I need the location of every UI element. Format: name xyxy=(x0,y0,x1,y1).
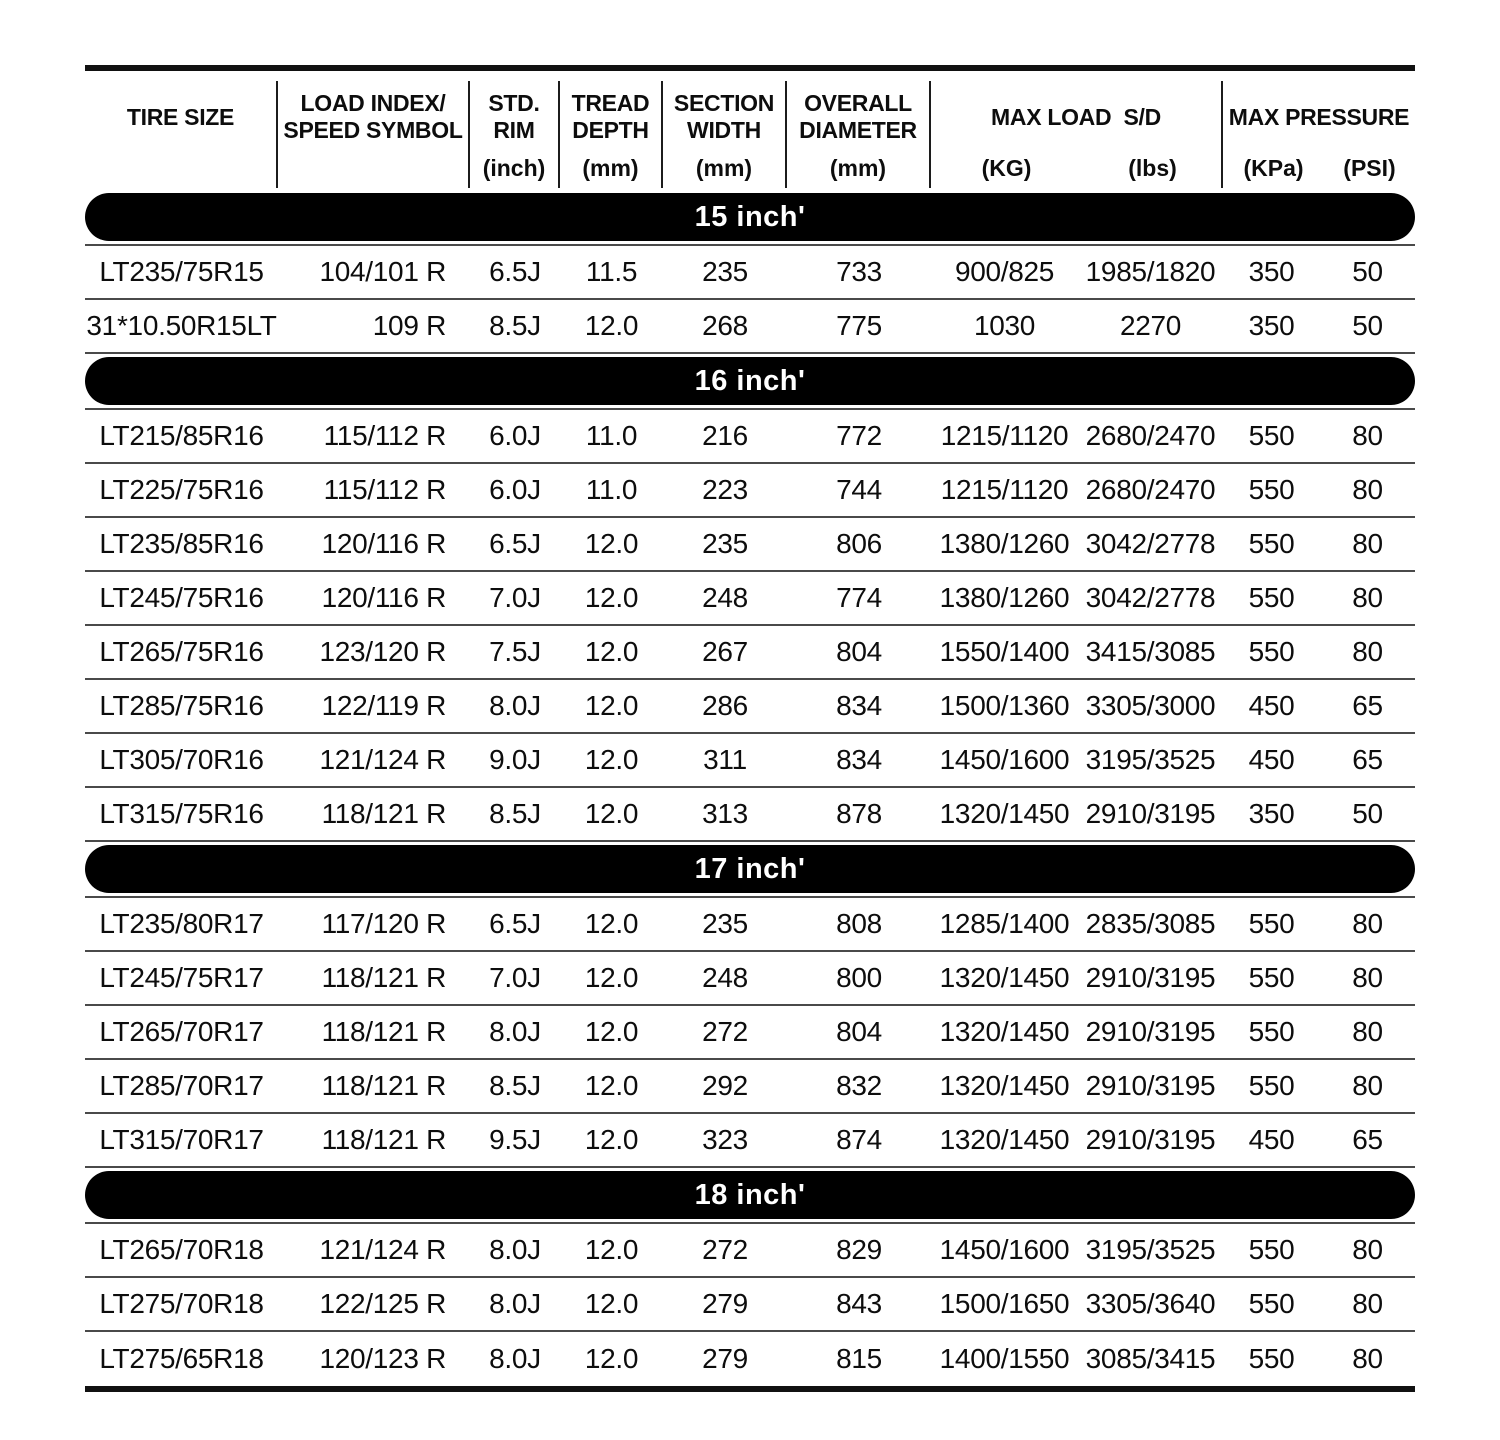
cell-pressure-kpa: 550 xyxy=(1248,528,1295,559)
cell-section-width: 279 xyxy=(702,1343,748,1374)
cell-pressure-kpa: 550 xyxy=(1248,1234,1295,1265)
cell-max-load-lbs: 2680/2470 xyxy=(1085,420,1216,451)
cell-max-load-lbs: 2910/3195 xyxy=(1085,798,1216,829)
table-section xyxy=(85,845,1415,1168)
table-row xyxy=(85,300,1415,354)
cell-pressure-psi: 80 xyxy=(1352,582,1383,613)
col-title-line2: RIM xyxy=(493,117,535,143)
section-banner: 18 inch' xyxy=(85,1171,1415,1219)
cell-pressure-kpa: 550 xyxy=(1248,420,1295,451)
cell-pressure-psi: 65 xyxy=(1352,744,1383,775)
table-row xyxy=(85,1006,1415,1060)
cell-load-index: 109 R xyxy=(372,310,446,341)
cell-std-rim: 6.5J xyxy=(489,256,541,287)
cell-load-index: 118/121 R xyxy=(321,1070,446,1101)
table-row xyxy=(85,680,1415,734)
table-row xyxy=(85,898,1415,952)
cell-std-rim: 8.5J xyxy=(489,310,541,341)
col-header-load-index xyxy=(278,81,470,188)
cell-max-load-kg: 1380/1260 xyxy=(939,582,1070,613)
cell-tread-depth: 12.0 xyxy=(584,1016,639,1047)
cell-max-load-kg: 1500/1360 xyxy=(939,690,1070,721)
cell-max-load-lbs: 3305/3000 xyxy=(1085,690,1216,721)
col-header-std-rim xyxy=(470,81,560,188)
cell-tread-depth: 11.0 xyxy=(585,474,638,505)
cell-load-index: 123/120 R xyxy=(319,636,446,667)
cell-pressure-kpa: 350 xyxy=(1248,798,1295,829)
col-title-line2: WIDTH xyxy=(687,117,761,143)
cell-overall-diameter: 834 xyxy=(836,690,882,721)
cell-tire-size: LT225/75R16 xyxy=(99,474,264,505)
cell-tire-size: LT245/75R16 xyxy=(99,582,264,613)
cell-tire-size: LT305/70R16 xyxy=(99,744,264,775)
cell-pressure-psi: 65 xyxy=(1352,1124,1383,1155)
cell-load-index: 120/116 R xyxy=(321,582,446,613)
cell-tire-size: LT275/70R18 xyxy=(99,1288,264,1319)
col-unit-lbs: (lbs) xyxy=(1128,155,1177,181)
cell-pressure-kpa: 550 xyxy=(1248,1016,1295,1047)
cell-max-load-kg: 1285/1400 xyxy=(939,908,1070,939)
cell-tire-size: LT315/70R17 xyxy=(99,1124,264,1155)
col-header-tread-depth xyxy=(560,81,663,188)
cell-std-rim: 8.0J xyxy=(489,1343,541,1374)
cell-pressure-kpa: 550 xyxy=(1248,908,1295,939)
table-section xyxy=(85,357,1415,842)
cell-tread-depth: 12.0 xyxy=(584,798,639,829)
col-unit: (inch) xyxy=(482,155,546,181)
cell-overall-diameter: 804 xyxy=(836,636,882,667)
table-row xyxy=(85,1278,1415,1332)
cell-tire-size: LT315/75R16 xyxy=(99,798,264,829)
cell-overall-diameter: 733 xyxy=(836,256,882,287)
cell-max-load-kg: 900/825 xyxy=(954,256,1055,287)
cell-load-index: 115/112 R xyxy=(323,474,446,505)
cell-tread-depth: 12.0 xyxy=(584,582,639,613)
table-row xyxy=(85,734,1415,788)
cell-max-load-kg: 1215/1120 xyxy=(940,420,1069,451)
cell-std-rim: 9.0J xyxy=(489,744,541,775)
table-row xyxy=(85,410,1415,464)
cell-max-load-kg: 1500/1650 xyxy=(939,1288,1070,1319)
cell-pressure-psi: 80 xyxy=(1352,474,1383,505)
col-header-tire-size xyxy=(85,81,278,188)
cell-tire-size: LT285/75R16 xyxy=(99,690,264,721)
cell-pressure-kpa: 450 xyxy=(1248,690,1295,721)
table-header xyxy=(85,71,1415,190)
table-section xyxy=(85,193,1415,354)
cell-max-load-lbs: 3415/3085 xyxy=(1085,636,1216,667)
cell-max-load-kg: 1320/1450 xyxy=(939,1070,1070,1101)
table-row xyxy=(85,464,1415,518)
col-unit: (mm) xyxy=(695,155,753,181)
cell-load-index: 118/121 R xyxy=(321,1016,446,1047)
cell-std-rim: 8.0J xyxy=(489,1234,541,1265)
cell-max-load-kg: 1400/1550 xyxy=(939,1343,1070,1374)
cell-pressure-psi: 50 xyxy=(1352,256,1383,287)
table-row xyxy=(85,1224,1415,1278)
cell-load-index: 122/125 R xyxy=(319,1288,446,1319)
cell-pressure-kpa: 350 xyxy=(1248,256,1295,287)
cell-max-load-lbs: 2270 xyxy=(1119,310,1182,341)
cell-overall-diameter: 800 xyxy=(836,962,882,993)
section-rows xyxy=(85,896,1415,1168)
cell-overall-diameter: 808 xyxy=(836,908,882,939)
cell-tread-depth: 12.0 xyxy=(584,1234,639,1265)
cell-max-load-kg: 1215/1120 xyxy=(940,474,1069,505)
col-unit: (mm) xyxy=(829,155,887,181)
cell-pressure-kpa: 450 xyxy=(1248,1124,1295,1155)
col-title-line2: DEPTH xyxy=(572,117,649,143)
cell-pressure-psi: 80 xyxy=(1352,420,1383,451)
cell-pressure-kpa: 350 xyxy=(1248,310,1295,341)
cell-overall-diameter: 774 xyxy=(836,582,882,613)
cell-tread-depth: 12.0 xyxy=(584,310,639,341)
cell-tread-depth: 12.0 xyxy=(584,1343,639,1374)
cell-std-rim: 7.5J xyxy=(489,636,541,667)
cell-section-width: 272 xyxy=(702,1016,748,1047)
cell-section-width: 268 xyxy=(702,310,748,341)
cell-std-rim: 8.5J xyxy=(489,1070,541,1101)
section-banner: 16 inch' xyxy=(85,357,1415,405)
section-rows xyxy=(85,244,1415,354)
cell-std-rim: 8.5J xyxy=(489,798,541,829)
cell-tire-size: LT275/65R18 xyxy=(99,1343,264,1374)
cell-load-index: 118/121 R xyxy=(321,1124,446,1155)
cell-std-rim: 9.5J xyxy=(489,1124,541,1155)
cell-tread-depth: 12.0 xyxy=(584,528,639,559)
cell-overall-diameter: 744 xyxy=(836,474,882,505)
cell-section-width: 313 xyxy=(702,798,748,829)
cell-tire-size: LT235/85R16 xyxy=(99,528,264,559)
cell-std-rim: 6.0J xyxy=(489,420,541,451)
cell-section-width: 235 xyxy=(702,908,748,939)
cell-max-load-kg: 1380/1260 xyxy=(939,528,1070,559)
cell-pressure-psi: 50 xyxy=(1352,798,1383,829)
table-section xyxy=(85,1171,1415,1386)
cell-std-rim: 6.5J xyxy=(489,528,541,559)
cell-section-width: 248 xyxy=(702,582,748,613)
cell-section-width: 272 xyxy=(702,1234,748,1265)
table-row xyxy=(85,1060,1415,1114)
cell-pressure-psi: 80 xyxy=(1352,908,1383,939)
cell-tread-depth: 12.0 xyxy=(584,1288,639,1319)
cell-section-width: 235 xyxy=(702,256,748,287)
cell-pressure-psi: 80 xyxy=(1352,528,1383,559)
cell-load-index: 120/123 R xyxy=(319,1343,446,1374)
cell-pressure-psi: 80 xyxy=(1352,962,1383,993)
cell-max-load-kg: 1320/1450 xyxy=(939,1124,1070,1155)
section-banner: 15 inch' xyxy=(85,193,1415,241)
col-title: TIRE SIZE xyxy=(126,103,235,130)
cell-pressure-kpa: 550 xyxy=(1248,962,1295,993)
cell-section-width: 248 xyxy=(702,962,748,993)
cell-max-load-lbs: 2910/3195 xyxy=(1085,962,1216,993)
section-rows xyxy=(85,1222,1415,1386)
cell-overall-diameter: 829 xyxy=(836,1234,882,1265)
col-unit-kpa: (KPa) xyxy=(1243,155,1304,181)
cell-overall-diameter: 878 xyxy=(836,798,882,829)
cell-section-width: 311 xyxy=(703,744,747,775)
cell-tread-depth: 12.0 xyxy=(584,908,639,939)
table-row xyxy=(85,1332,1415,1386)
table-row xyxy=(85,788,1415,842)
table-row xyxy=(85,952,1415,1006)
cell-max-load-lbs: 2910/3195 xyxy=(1085,1070,1216,1101)
col-unit-kg: (KG) xyxy=(981,155,1032,181)
col-title: MAX PRESSURE xyxy=(1228,103,1410,130)
cell-max-load-lbs: 3042/2778 xyxy=(1085,582,1216,613)
cell-std-rim: 8.0J xyxy=(489,690,541,721)
cell-tread-depth: 11.0 xyxy=(585,420,638,451)
cell-pressure-psi: 65 xyxy=(1352,690,1383,721)
cell-load-index: 122/119 R xyxy=(321,690,446,721)
cell-overall-diameter: 832 xyxy=(836,1070,882,1101)
cell-overall-diameter: 834 xyxy=(836,744,882,775)
cell-overall-diameter: 874 xyxy=(836,1124,882,1155)
cell-pressure-psi: 80 xyxy=(1352,1343,1383,1374)
cell-tread-depth: 12.0 xyxy=(584,1124,639,1155)
section-rows xyxy=(85,408,1415,842)
col-title-line1: TREAD xyxy=(571,90,650,116)
cell-max-load-kg: 1030 xyxy=(973,310,1036,341)
cell-max-load-lbs: 3042/2778 xyxy=(1085,528,1216,559)
cell-pressure-kpa: 550 xyxy=(1248,1288,1295,1319)
cell-section-width: 235 xyxy=(702,528,748,559)
cell-max-load-kg: 1450/1600 xyxy=(939,744,1070,775)
cell-pressure-psi: 80 xyxy=(1352,1070,1383,1101)
table-body xyxy=(85,193,1415,1386)
col-title: MAX LOAD S/D xyxy=(991,103,1161,130)
col-title-line2: DIAMETER xyxy=(799,117,917,143)
tire-spec-table xyxy=(85,65,1415,1392)
cell-overall-diameter: 815 xyxy=(836,1343,882,1374)
cell-pressure-psi: 80 xyxy=(1352,1288,1383,1319)
cell-overall-diameter: 775 xyxy=(836,310,882,341)
col-title-line2: SPEED SYMBOL xyxy=(283,117,463,143)
cell-load-index: 118/121 R xyxy=(321,962,446,993)
cell-pressure-psi: 80 xyxy=(1352,1016,1383,1047)
cell-load-index: 121/124 R xyxy=(319,1234,446,1265)
cell-tire-size: LT235/80R17 xyxy=(99,908,264,939)
cell-std-rim: 6.5J xyxy=(489,908,541,939)
cell-load-index: 117/120 R xyxy=(321,908,446,939)
cell-tread-depth: 12.0 xyxy=(584,636,639,667)
col-title-line1: SECTION xyxy=(673,90,775,116)
cell-pressure-kpa: 550 xyxy=(1248,1070,1295,1101)
cell-pressure-kpa: 550 xyxy=(1248,474,1295,505)
cell-max-load-lbs: 2680/2470 xyxy=(1085,474,1216,505)
cell-std-rim: 7.0J xyxy=(489,582,541,613)
cell-pressure-kpa: 450 xyxy=(1248,744,1295,775)
table-row xyxy=(85,572,1415,626)
cell-load-index: 121/124 R xyxy=(319,744,446,775)
cell-section-width: 323 xyxy=(702,1124,748,1155)
cell-max-load-lbs: 2910/3195 xyxy=(1085,1124,1216,1155)
col-header-max-pressure xyxy=(1223,81,1415,188)
cell-tread-depth: 12.0 xyxy=(584,962,639,993)
cell-tire-size: LT245/75R17 xyxy=(99,962,264,993)
table-row xyxy=(85,1114,1415,1168)
cell-pressure-psi: 50 xyxy=(1352,310,1383,341)
cell-section-width: 216 xyxy=(702,420,748,451)
cell-tire-size: LT285/70R17 xyxy=(99,1070,264,1101)
col-unit-psi: (PSI) xyxy=(1343,155,1396,181)
cell-overall-diameter: 772 xyxy=(836,420,882,451)
cell-max-load-lbs: 3195/3525 xyxy=(1085,744,1216,775)
cell-max-load-lbs: 1985/1820 xyxy=(1085,256,1216,287)
cell-max-load-kg: 1450/1600 xyxy=(939,1234,1070,1265)
cell-load-index: 115/112 R xyxy=(323,420,446,451)
cell-load-index: 118/121 R xyxy=(321,798,446,829)
cell-tire-size: LT265/75R16 xyxy=(99,636,264,667)
cell-overall-diameter: 806 xyxy=(836,528,882,559)
cell-max-load-lbs: 2835/3085 xyxy=(1085,908,1216,939)
cell-max-load-kg: 1320/1450 xyxy=(939,798,1070,829)
cell-section-width: 279 xyxy=(702,1288,748,1319)
cell-std-rim: 8.0J xyxy=(489,1288,541,1319)
cell-section-width: 223 xyxy=(702,474,748,505)
cell-load-index: 104/101 R xyxy=(319,256,446,287)
cell-pressure-kpa: 550 xyxy=(1248,636,1295,667)
cell-max-load-kg: 1320/1450 xyxy=(939,1016,1070,1047)
cell-tread-depth: 12.0 xyxy=(584,744,639,775)
cell-overall-diameter: 843 xyxy=(836,1288,882,1319)
section-banner: 17 inch' xyxy=(85,845,1415,893)
col-title-line1: LOAD INDEX/ xyxy=(300,90,446,116)
cell-tread-depth: 12.0 xyxy=(584,690,639,721)
col-header-section-width xyxy=(663,81,787,188)
cell-std-rim: 7.0J xyxy=(489,962,541,993)
cell-max-load-lbs: 3195/3525 xyxy=(1085,1234,1216,1265)
cell-load-index: 120/116 R xyxy=(321,528,446,559)
cell-std-rim: 6.0J xyxy=(489,474,541,505)
col-title-line1: STD. xyxy=(488,90,540,116)
cell-section-width: 286 xyxy=(702,690,748,721)
cell-section-width: 267 xyxy=(702,636,748,667)
cell-tire-size: LT235/75R15 xyxy=(99,256,264,287)
col-header-overall-diameter xyxy=(787,81,931,188)
cell-max-load-lbs: 3305/3640 xyxy=(1085,1288,1216,1319)
cell-pressure-psi: 80 xyxy=(1352,1234,1383,1265)
cell-max-load-lbs: 2910/3195 xyxy=(1085,1016,1216,1047)
col-header-max-load xyxy=(931,81,1223,188)
cell-tire-size: 31*10.50R15LT xyxy=(86,310,277,341)
table-row xyxy=(85,518,1415,572)
cell-max-load-lbs: 3085/3415 xyxy=(1085,1343,1216,1374)
col-unit: (mm) xyxy=(582,155,639,181)
cell-tire-size: LT265/70R18 xyxy=(99,1234,264,1265)
table-row xyxy=(85,626,1415,680)
cell-tire-size: LT265/70R17 xyxy=(99,1016,264,1047)
cell-pressure-kpa: 550 xyxy=(1248,582,1295,613)
cell-tread-depth: 11.5 xyxy=(585,256,638,287)
cell-tread-depth: 12.0 xyxy=(584,1070,639,1101)
cell-pressure-psi: 80 xyxy=(1352,636,1383,667)
cell-overall-diameter: 804 xyxy=(836,1016,882,1047)
cell-pressure-kpa: 550 xyxy=(1248,1343,1295,1374)
table-row xyxy=(85,246,1415,300)
cell-max-load-kg: 1550/1400 xyxy=(939,636,1070,667)
col-title-line1: OVERALL xyxy=(804,90,912,116)
cell-std-rim: 8.0J xyxy=(489,1016,541,1047)
cell-max-load-kg: 1320/1450 xyxy=(939,962,1070,993)
cell-section-width: 292 xyxy=(702,1070,748,1101)
cell-tire-size: LT215/85R16 xyxy=(99,420,264,451)
